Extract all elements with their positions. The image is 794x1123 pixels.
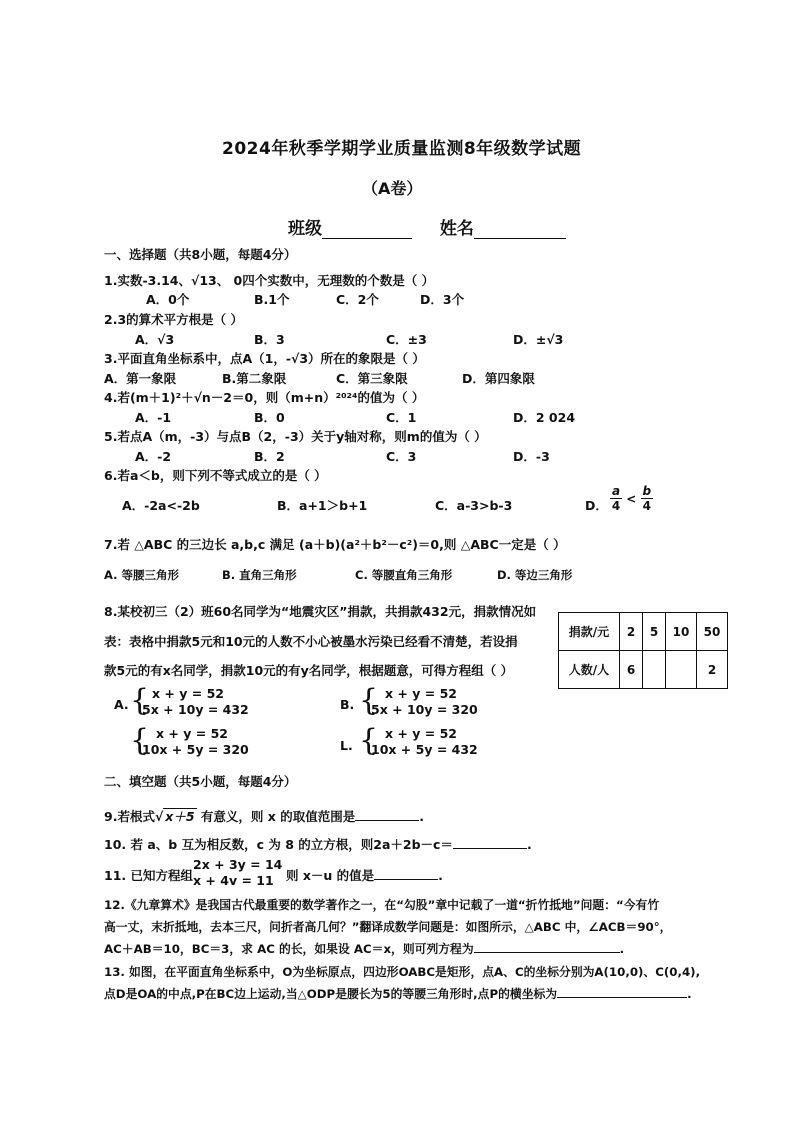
q9-radicand: x＋5 xyxy=(165,809,195,824)
q2-option-d[interactable]: D．±√3 xyxy=(513,332,564,347)
brace-icon: { xyxy=(130,683,150,718)
equation: x + y = 52 xyxy=(385,726,457,741)
q8-option-d-system[interactable] xyxy=(371,726,478,758)
q4-option-b[interactable]: B．0 xyxy=(254,410,285,425)
q9-answer-blank[interactable] xyxy=(355,808,419,821)
question-8-line-2: 表：表格中捐款5元和10元的人数不小心被墨水污染已经看不清楚，若设捐 xyxy=(104,634,518,649)
q11-system xyxy=(193,857,282,889)
class-label: 班级 xyxy=(288,219,322,239)
table-cell-ink-stain xyxy=(666,651,697,689)
table-cell: 50 xyxy=(697,613,728,651)
q5-option-a[interactable]: A．-2 xyxy=(135,449,172,464)
q7-option-c[interactable]: C. 等腰直角三角形 xyxy=(355,568,453,582)
exam-subtitle: （A卷） xyxy=(362,179,423,198)
table-cell: 2 xyxy=(697,651,728,689)
q3-option-b[interactable]: B.第二象限 xyxy=(222,371,287,386)
frac-less-than: < xyxy=(626,491,637,506)
q1-option-a[interactable]: A．0个 xyxy=(146,292,190,307)
equation: x + 4v = 11 xyxy=(193,873,274,888)
q12-text: AC＋AB＝10，BC＝3，求 AC 的长，如果设 AC＝x，则可列方程为 xyxy=(104,942,474,956)
q10-end: . xyxy=(526,837,532,852)
q13-end: . xyxy=(687,987,692,1001)
question-3-stem: 3.平面直角坐标系中，点A（1，-√3）所在的象限是（ ） xyxy=(104,351,425,366)
sqrt-radical: √ x＋5 xyxy=(154,809,195,824)
donation-table-row-amount xyxy=(559,613,728,651)
question-9 xyxy=(104,807,424,825)
q11-text: 则 x－u 的值是 xyxy=(286,868,375,883)
table-cell: 10 xyxy=(666,613,697,651)
q2-option-a[interactable]: A．√3 xyxy=(135,332,175,347)
question-12-line-1: 12.《九章算术》是我国古代最重要的数学著作之一，在“勾股”章中记载了一道“折竹抵地”问题：“今有竹 xyxy=(104,898,660,912)
donation-table xyxy=(558,612,728,689)
equation: 2x + 3y = 14 xyxy=(193,857,283,872)
brace-icon: { xyxy=(359,723,379,758)
q3-option-a[interactable]: A．第一象限 xyxy=(104,371,177,386)
q3-option-c[interactable]: C．第三象限 xyxy=(336,371,408,386)
question-7-stem: 7.若 △ABC 的三边长 a,b,c 满足 (a＋b)(a²＋b²－c²)＝0,则 △ABC一定是（ ） xyxy=(104,537,566,552)
q2-option-c[interactable]: C．±3 xyxy=(386,332,427,347)
table-cell: 6 xyxy=(620,651,643,689)
q8-option-b-label[interactable]: B. xyxy=(340,697,355,712)
q7-option-d[interactable]: D. 等边三角形 xyxy=(497,568,573,582)
table-cell: 5 xyxy=(643,613,666,651)
q1-option-b[interactable]: B.1个 xyxy=(254,292,290,307)
q13-text: 点D是OA的中点,P在BC边上运动,当△ODP是腰长为5的等腰三角形时,点P的横坐标为 xyxy=(104,987,558,1001)
table-cell: 2 xyxy=(620,613,643,651)
q13-answer-blank[interactable] xyxy=(557,985,687,998)
question-11-prefix: 11. 已知方程组 xyxy=(104,868,193,883)
donation-table-row-people xyxy=(559,651,728,689)
class-blank[interactable] xyxy=(322,222,412,239)
question-11-suffix xyxy=(286,866,443,884)
q3-option-d[interactable]: D．第四象限 xyxy=(462,371,535,386)
q6-option-b[interactable]: B．a+1＞b+1 xyxy=(277,498,368,513)
equation: 5x + 10y = 432 xyxy=(142,702,249,717)
section-two-heading: 二、填空题（共5小题，每题4分） xyxy=(104,774,297,789)
question-12-line-2: 高一丈，末折抵地，去本三尺，问折者高几何？”翻译成数学问题是：如图所示，△ABC 中，∠ACB＝90°， xyxy=(104,920,672,934)
question-4-stem: 4.若(m＋1)²＋√n－2＝0，则（m+n）²⁰²⁴的值为（ ） xyxy=(104,390,425,405)
q2-option-b[interactable]: B．3 xyxy=(254,332,285,347)
equation: 10x + 5y = 320 xyxy=(142,742,249,757)
q8-option-d-label[interactable]: L. xyxy=(340,738,353,753)
question-5-stem: 5.若点A（m，-3）与点B（2，-3）关于y轴对称，则m的值为（ ） xyxy=(104,429,487,444)
q5-option-d[interactable]: D．-3 xyxy=(513,449,550,464)
q4-option-a[interactable]: A．-1 xyxy=(135,410,172,425)
q8-option-c-system[interactable] xyxy=(142,726,249,758)
equation: 5x + 10y = 320 xyxy=(371,702,478,717)
q8-option-a-label[interactable]: A. xyxy=(114,697,129,712)
equation: x + y = 52 xyxy=(156,726,228,741)
q6-option-a[interactable]: A．-2a<-2b xyxy=(122,498,200,513)
q5-option-c[interactable]: C．3 xyxy=(386,449,417,464)
q5-option-b[interactable]: B．2 xyxy=(254,449,285,464)
q12-end: . xyxy=(619,942,625,956)
q11-end: . xyxy=(438,868,443,883)
q6-option-d[interactable] xyxy=(585,496,608,514)
q1-option-c[interactable]: C．2个 xyxy=(336,292,379,307)
question-6-stem: 6.若a＜b，则下列不等式成立的是（ ） xyxy=(104,468,327,483)
q8-option-a-system[interactable] xyxy=(142,686,249,718)
table-cell: 人数/人 xyxy=(559,651,620,689)
q9-end: . xyxy=(419,809,424,824)
equation: x + y = 52 xyxy=(152,686,224,701)
q1-option-d[interactable]: D．3个 xyxy=(420,292,465,307)
q6-option-d-fractions xyxy=(610,484,653,513)
brace-icon: { xyxy=(359,683,379,718)
equation: x + y = 52 xyxy=(385,686,457,701)
frac-a: $\frac{a}{4}$ xyxy=(611,484,621,513)
question-13-line-1: 13. 如图，在平面直角坐标系中，O为坐标原点，四边形OABC是矩形，点A、C的坐标分别为A(10,0)、C(0,4), xyxy=(104,965,701,979)
question-1-stem: 1.实数-3.14、√13、 0四个实数中，无理数的个数是（ ） xyxy=(104,273,435,288)
q9-text: 有意义，则 x 的取值范围是 xyxy=(200,809,356,824)
q4-option-c[interactable]: C．1 xyxy=(386,410,417,425)
equation: 10x + 5y = 432 xyxy=(371,742,478,757)
question-13-line-2 xyxy=(104,985,692,1002)
frac-b: $\frac{b}{4}$ xyxy=(642,484,652,513)
question-8-line-3: 款5元的有x名同学，捐款10元的有y名同学，根据题意，可得方程组（ ） xyxy=(104,663,514,678)
name-label: 姓名 xyxy=(439,219,474,239)
q7-option-b[interactable]: B. 直角三角形 xyxy=(222,568,297,582)
class-field-row xyxy=(288,214,566,239)
q11-answer-blank[interactable] xyxy=(374,867,438,880)
exam-title: 2024年秋季学期学业质量监测8年级数学试题 xyxy=(222,139,582,159)
q10-text: 10. 若 a、b 互为相反数，c 为 8 的立方根，则2a＋2b－c＝ xyxy=(104,837,453,852)
question-8-line-1: 8.某校初三（2）班60名同学为“地震灾区”捐款，共捐款432元，捐款情况如 xyxy=(104,604,537,619)
question-2-stem: 2.3的算术平方根是（ ） xyxy=(104,312,243,327)
q7-option-a[interactable]: A. 等腰三角形 xyxy=(104,568,179,582)
section-one-heading: 一、选择题（共8小题，每题4分） xyxy=(104,247,297,262)
q12-answer-blank[interactable] xyxy=(474,940,620,953)
question-10 xyxy=(104,835,532,853)
q10-answer-blank[interactable] xyxy=(453,836,527,849)
q8-option-b-system[interactable] xyxy=(371,686,478,718)
table-cell: 捐款/元 xyxy=(559,613,620,651)
name-blank[interactable] xyxy=(474,222,566,239)
table-cell-ink-stain xyxy=(643,651,666,689)
q4-option-d[interactable]: D．2 024 xyxy=(513,410,576,425)
q6-option-c[interactable]: C．a-3>b-3 xyxy=(435,498,513,513)
q9-prefix: 9.若根式 xyxy=(104,809,155,824)
brace-icon: { xyxy=(130,723,150,758)
question-12-line-3 xyxy=(104,940,624,957)
q6-option-d-label: D． xyxy=(585,498,608,513)
